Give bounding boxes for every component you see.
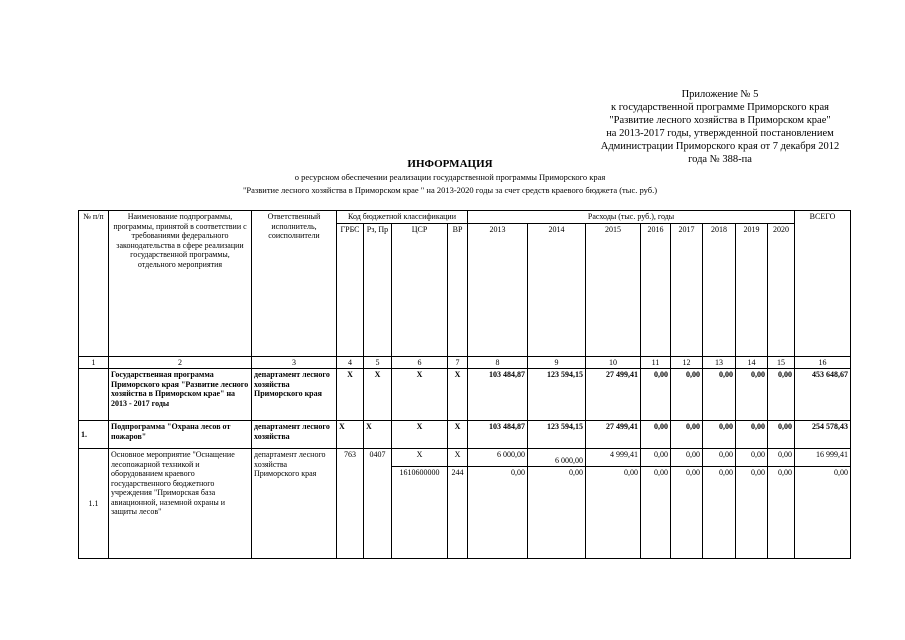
row-vr: Х (448, 369, 468, 421)
row-total: 0,00 (795, 467, 851, 559)
row-executor: департамент лесного хозяйства (252, 421, 337, 449)
row-value: 0,00 (736, 369, 768, 421)
row-value: 0,00 (586, 467, 641, 559)
appendix-line: к государственной программе Приморского края (611, 102, 829, 113)
column-number: 8 (468, 356, 528, 369)
row-value: 6 000,00 (468, 449, 528, 467)
header-budget-class: Код бюджетной классификации (337, 211, 468, 224)
row-value: 0,00 (703, 449, 736, 467)
header-rzpr: Рз, Пр (364, 223, 392, 356)
column-number: 13 (703, 356, 736, 369)
row-total: 453 648,67 (795, 369, 851, 421)
document-title: ИНФОРМАЦИЯ (407, 158, 493, 170)
row-value: 0,00 (641, 449, 671, 467)
row-grbs: Х (337, 421, 364, 449)
column-number: 4 (337, 356, 364, 369)
row-num (79, 369, 109, 421)
row-value: 0,00 (671, 449, 703, 467)
row-value: 123 594,15 (528, 421, 586, 449)
row-value: 27 499,41 (586, 421, 641, 449)
row-rzpr: 0407 (364, 449, 392, 467)
row-value: 103 484,87 (468, 369, 528, 421)
row-value: 6 000,00 (528, 449, 586, 467)
appendix-line: Администрации Приморского края от 7 декабря 2012 (600, 141, 840, 152)
row-csr: 1610600000 (392, 467, 448, 559)
row-vr: Х (448, 421, 468, 449)
row-csr: Х (392, 369, 448, 421)
column-number: 10 (586, 356, 641, 369)
row-grbs: Х (337, 369, 364, 421)
document-subtitle: о ресурсном обеспечении реализации государственной программы Приморского края (294, 172, 606, 182)
row-name: Основное мероприятие "Оснащение лесопожарной техникой и оборудованием краевого государственного бюджетного учреждения "Приморская база авиационной, наземной охраны и защиты лесов" (109, 449, 252, 559)
column-number: 14 (736, 356, 768, 369)
row-name: Государственная программа Приморского края "Развитие лесного хозяйства в Приморском крае" на 2013 - 2017 годы (109, 369, 252, 421)
header-total: ВСЕГО (795, 211, 851, 357)
column-number: 16 (795, 356, 851, 369)
header-csr: ЦСР (392, 223, 448, 356)
row-value: 0,00 (528, 467, 586, 559)
column-number: 1 (79, 356, 109, 369)
row-value: 0,00 (468, 467, 528, 559)
column-number: 5 (364, 356, 392, 369)
row-value: 123 594,15 (528, 369, 586, 421)
header-year: 2020 (768, 223, 795, 356)
table-row-program (79, 369, 851, 421)
row-value: 0,00 (736, 421, 768, 449)
row-total: 16 999,41 (795, 449, 851, 467)
table-row-event (79, 449, 851, 467)
row-value: 0,00 (768, 449, 795, 467)
header-expenses: Расходы (тыс. руб.), годы (468, 211, 795, 224)
resource-table (78, 210, 851, 559)
row-csr: Х (392, 449, 448, 467)
column-number: 15 (768, 356, 795, 369)
row-rzpr-empty (364, 467, 392, 559)
row-value: 0,00 (641, 421, 671, 449)
column-number: 7 (448, 356, 468, 369)
row-value: 0,00 (768, 369, 795, 421)
appendix-block (560, 88, 880, 166)
appendix-line: года № 388-па (688, 154, 752, 165)
row-num: 1. (79, 421, 109, 449)
row-value: 0,00 (641, 369, 671, 421)
header-year: 2018 (703, 223, 736, 356)
column-number: 11 (641, 356, 671, 369)
row-value: 27 499,41 (586, 369, 641, 421)
row-executor: департамент лесного хозяйства Приморского края (252, 449, 337, 559)
row-vr: Х (448, 449, 468, 467)
row-grbs: 763 (337, 449, 364, 467)
column-number: 6 (392, 356, 448, 369)
row-value: 0,00 (671, 421, 703, 449)
document-heading (80, 158, 820, 197)
header-year: 2017 (671, 223, 703, 356)
header-year: 2019 (736, 223, 768, 356)
header-year: 2013 (468, 223, 528, 356)
column-number: 12 (671, 356, 703, 369)
header-year: 2015 (586, 223, 641, 356)
header-vr: ВР (448, 223, 468, 356)
row-value: 4 999,41 (586, 449, 641, 467)
row-value: 103 484,87 (468, 421, 528, 449)
header-num: № п/п (79, 211, 109, 357)
table-row-subprogram (79, 421, 851, 449)
document-subtitle: "Развитие лесного хозяйства в Приморском крае " на 2013-2020 годы за счет средств краевого бюджета (тыс. руб.) (242, 185, 658, 195)
row-rzpr: Х (364, 421, 392, 449)
column-number-row (79, 356, 851, 369)
header-grbs: ГРБС (337, 223, 364, 356)
row-vr: 244 (448, 467, 468, 559)
column-number: 2 (109, 356, 252, 369)
row-csr: Х (392, 421, 448, 449)
row-value: 0,00 (736, 449, 768, 467)
row-rzpr: Х (364, 369, 392, 421)
header-name: Наименование подпрограммы, программы, принятой в соответствии с требованиями федерального законодательства в сфере реализации государственной программы, отдельного мероприятия (109, 211, 252, 357)
header-year: 2014 (528, 223, 586, 356)
appendix-line: на 2013-2017 годы, утвержденной постановлением (606, 128, 834, 139)
header-year: 2016 (641, 223, 671, 356)
appendix-line: "Развитие лесного хозяйства в Приморском крае" (609, 115, 831, 126)
row-value: 0,00 (703, 421, 736, 449)
row-num: 1.1 (79, 449, 109, 559)
column-number: 9 (528, 356, 586, 369)
row-value: 0,00 (736, 467, 768, 559)
row-name: Подпрограмма "Охрана лесов от пожаров" (109, 421, 252, 449)
row-value: 0,00 (768, 467, 795, 559)
row-executor: департамент лесного хозяйства Приморского края (252, 369, 337, 421)
row-value: 0,00 (671, 467, 703, 559)
row-total: 254 578,43 (795, 421, 851, 449)
row-value: 0,00 (641, 467, 671, 559)
header-executor: Ответственный исполнитель, соисполнители (252, 211, 337, 357)
row-value: 0,00 (768, 421, 795, 449)
column-number: 3 (252, 356, 337, 369)
row-value: 0,00 (703, 369, 736, 421)
row-value: 0,00 (671, 369, 703, 421)
appendix-line: Приложение № 5 (681, 89, 759, 100)
row-grbs-empty (337, 467, 364, 559)
row-value: 0,00 (703, 467, 736, 559)
